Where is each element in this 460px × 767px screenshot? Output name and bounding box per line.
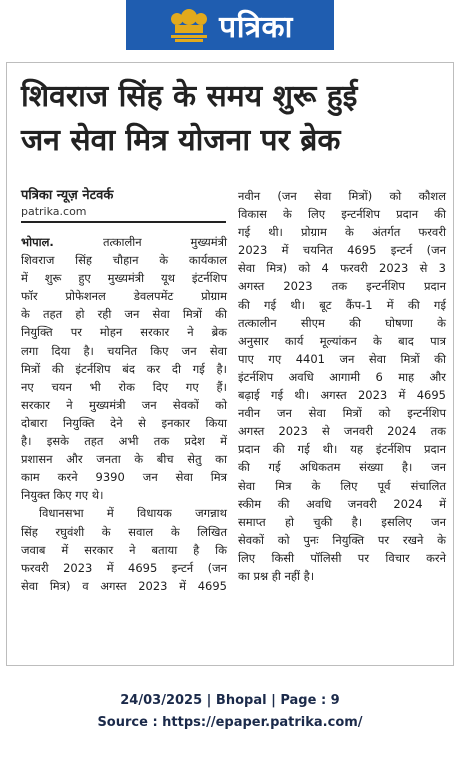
- article-line: सेवा मित्र) व अगस्त 2023 में 4695: [21, 578, 227, 593]
- masthead: [0, 0, 460, 60]
- article-line: समाप्त हो चुकी है। इसलिए जन: [238, 514, 446, 529]
- article-line: नवीन जन सेवा मित्रों को इन्टर्नशिप: [238, 406, 446, 421]
- article-line: प्रदान की गई थी। यह इंटर्नशिप प्रदान: [238, 442, 446, 457]
- headline-line: शिवराज सिंह के समय शुरू हुई: [21, 79, 358, 114]
- article-line: सेवा मित्र के लिए पूर्व संचालित: [238, 478, 446, 493]
- article-line: सेवकों को पुनः नियुक्ति पर रखने के: [238, 532, 446, 547]
- headline: [21, 75, 446, 163]
- article-line: नवीन (जन सेवा मित्रों) को कौशल: [238, 189, 446, 203]
- article-line: नियुक्त किए गए थे।: [21, 488, 104, 503]
- article-line: विधानसभा में विधायक जगन्नाथ: [39, 506, 227, 521]
- article-line: में शुरू हुए मुख्यमंत्री यूथ इंटर्नशिप: [21, 271, 227, 286]
- article-line: काम करने 9390 जन सेवा मित्र: [21, 470, 227, 485]
- article-line: के तहत हो रही जन सेवा मित्रों की: [21, 307, 227, 322]
- article-line: लगा दिया है। चयनित किए जन सेवा: [21, 343, 227, 358]
- patrika-logo[interactable]: [126, 0, 334, 50]
- article-line: स्कीम की अवधि जनवरी 2024 में: [238, 496, 446, 511]
- article-line: सिंह रघुवंशी के सवाल के लिखित: [21, 524, 227, 539]
- article-line: अगस्त 2023 तक इन्टर्नशिप प्रदान: [238, 279, 446, 294]
- article-line: की गई अधिकतम संख्या है। जन: [238, 460, 446, 475]
- byline-title: पत्रिका न्यूज़ नेटवर्क: [21, 188, 114, 203]
- article-line: फरवरी 2023 में 4695 इन्टर्न (जन: [21, 560, 227, 575]
- article-column-right: [238, 187, 446, 585]
- article-line: सरकार ने मुख्यमंत्री जन सेवकों को: [21, 397, 227, 412]
- footer-source: Source : https://epaper.patrika.com/: [97, 715, 363, 730]
- article-line: इंटर्नशिप अवधि आगामी 6 माह और: [238, 369, 446, 384]
- article-line: गई थी। प्रोग्राम के अंतर्गत फरवरी: [238, 225, 446, 240]
- article-line: दोबारा नियुक्ति देने से इनकार किया: [21, 415, 227, 430]
- article-line: बढ़ाई गई थी। अगस्त 2023 में 4695: [238, 388, 446, 403]
- byline: [21, 185, 226, 223]
- article-column-left: [21, 233, 227, 595]
- article-line: भोपाल. तत्कालीन मुख्यमंत्री: [21, 235, 228, 249]
- article-line: विकास के लिए इन्टर्नशिप प्रदान की: [238, 207, 446, 222]
- article-line: का प्रश्न ही नहीं है।: [238, 568, 315, 583]
- lion-emblem-icon: [167, 5, 211, 45]
- article-line: जवाब में सरकार ने बताया है कि: [21, 542, 227, 557]
- article-line: मित्रों की इंटर्नशिप बंद कर दी गई है।: [21, 361, 227, 376]
- article-line: नियुक्ति पर मोहन सरकार ने ब्रेक: [21, 325, 227, 340]
- byline-site: patrika.com: [21, 205, 87, 218]
- headline-line: जन सेवा मित्र योजना पर ब्रेक: [21, 123, 341, 158]
- news-article: [6, 62, 454, 666]
- article-line: नए चयन भी रोक दिए गए हैं।: [21, 379, 227, 394]
- logo-text: पत्रिका: [219, 9, 293, 45]
- article-line: लिए किसी पॉलिसी पर विचार करने: [238, 550, 446, 565]
- article-line: शिवराज सिंह चौहान के कार्यकाल: [21, 253, 227, 268]
- article-line: फॉर प्रोफेशनल डेवलपमेंट प्रोग्राम: [21, 289, 227, 304]
- source-footer: [0, 690, 460, 734]
- article-line: प्रशासन और जनता के बीच सेतु का: [21, 452, 227, 467]
- article-line: अनुसार कार्य मूल्यांकन के बाद पात्र: [238, 333, 446, 348]
- byline-divider: [21, 221, 226, 223]
- footer-date-page: 24/03/2025 | Bhopal | Page : 9: [120, 693, 340, 708]
- article-line: अगस्त 2023 से जनवरी 2024 तक: [238, 424, 446, 439]
- dateline: भोपाल.: [21, 235, 103, 249]
- article-line: 2023 में चयनित 4695 इन्टर्न (जन: [238, 243, 446, 258]
- article-line: की गई थी। बूट कैंप-1 में की गई: [238, 297, 446, 312]
- article-line: है। इसके तहत अभी तक प्रदेश में: [21, 434, 227, 449]
- article-line: सेवा मित्र) को 4 फरवरी 2023 से 3: [238, 261, 446, 276]
- article-line: पाए गए 4401 जन सेवा मित्रों की: [238, 351, 446, 366]
- article-line: तत्कालीन सीएम की घोषणा के: [238, 315, 446, 330]
